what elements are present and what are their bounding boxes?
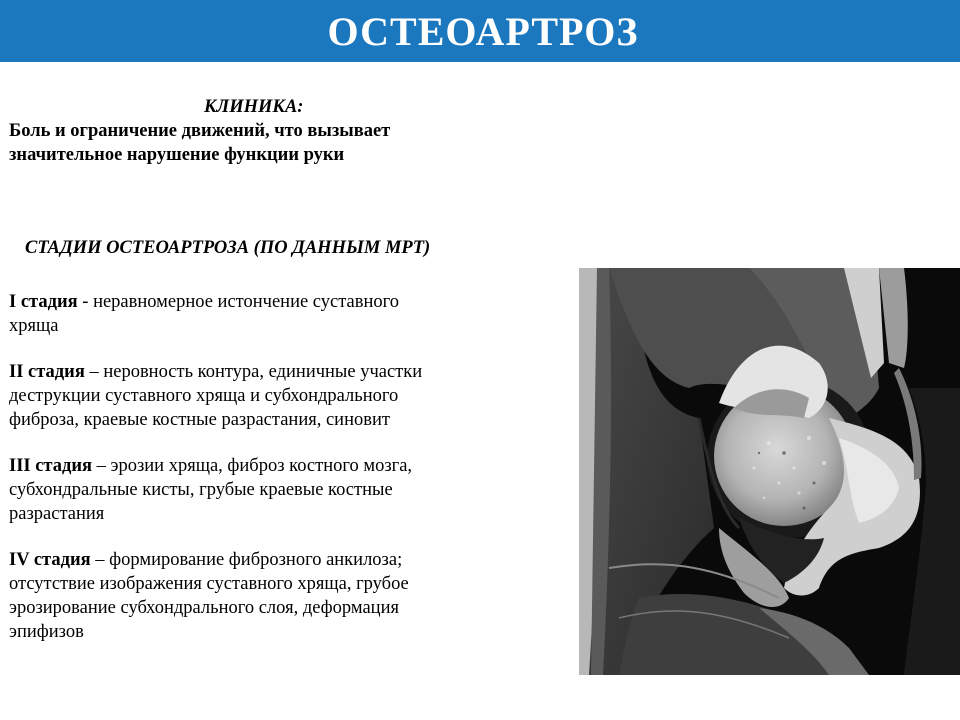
stage-3-text-1: эрозии хряща, фиброз костного мозга, (110, 456, 413, 476)
stage-2-line-1 (9, 360, 569, 384)
stage-2-text-2: деструкции суставного хряща и субхондрального (9, 386, 399, 406)
stage-2-name: II стадия (9, 362, 85, 382)
stage-1-name: I стадия (9, 292, 78, 312)
stages-heading: СТАДИИ ОСТЕОАРТРОЗА (ПО ДАННЫМ МРТ) (25, 238, 431, 258)
stage-2-text-1: неровность контура, единичные участки (103, 362, 423, 382)
stage-4-line-1 (9, 548, 569, 572)
stage-3-line-1 (9, 454, 569, 478)
mri-scan-image (579, 268, 960, 675)
stage-1-separator: - (77, 292, 94, 312)
stage-3-text-2: субхондральные кисты, грубые краевые костные (9, 480, 393, 500)
clinic-heading: КЛИНИКА: (204, 97, 304, 117)
clinic-section (9, 95, 529, 167)
stage-4-name: IV стадия (9, 550, 91, 570)
clinic-text-line-1: Боль и ограничение движений, что вызывает (9, 121, 391, 141)
stage-2-separator: – (84, 362, 104, 382)
stage-3-separator: – (92, 456, 111, 476)
slide-title: ОСТЕОАРТРОЗ (327, 8, 639, 54)
stage-4-text-1: формирование фиброзного анкилоза; (109, 550, 403, 570)
stage-2 (9, 360, 569, 432)
title-bar (0, 0, 960, 62)
stage-4-text-3: эрозирование субхондрального слоя, деформация (9, 598, 399, 618)
clinic-text-line-2: значительное нарушение функции руки (9, 145, 345, 165)
stage-1-line-1 (9, 290, 569, 314)
stage-3-name: III стадия (9, 456, 93, 476)
stage-2-text-3: фиброза, краевые костные разрастания, синовит (9, 410, 390, 430)
stage-3 (9, 454, 569, 526)
stages-list (9, 290, 569, 666)
stage-3-text-3: разрастания (9, 504, 105, 524)
stage-1-text-1: неравномерное истончение суставного (93, 292, 400, 312)
stage-4 (9, 548, 569, 644)
stage-4-text-4: эпифизов (9, 622, 84, 642)
stage-4-text-2: отсутствие изображения суставного хряща, грубое (9, 574, 409, 594)
stage-1 (9, 290, 569, 338)
stage-1-text-2: хряща (9, 316, 59, 336)
stage-4-separator: – (90, 550, 110, 570)
